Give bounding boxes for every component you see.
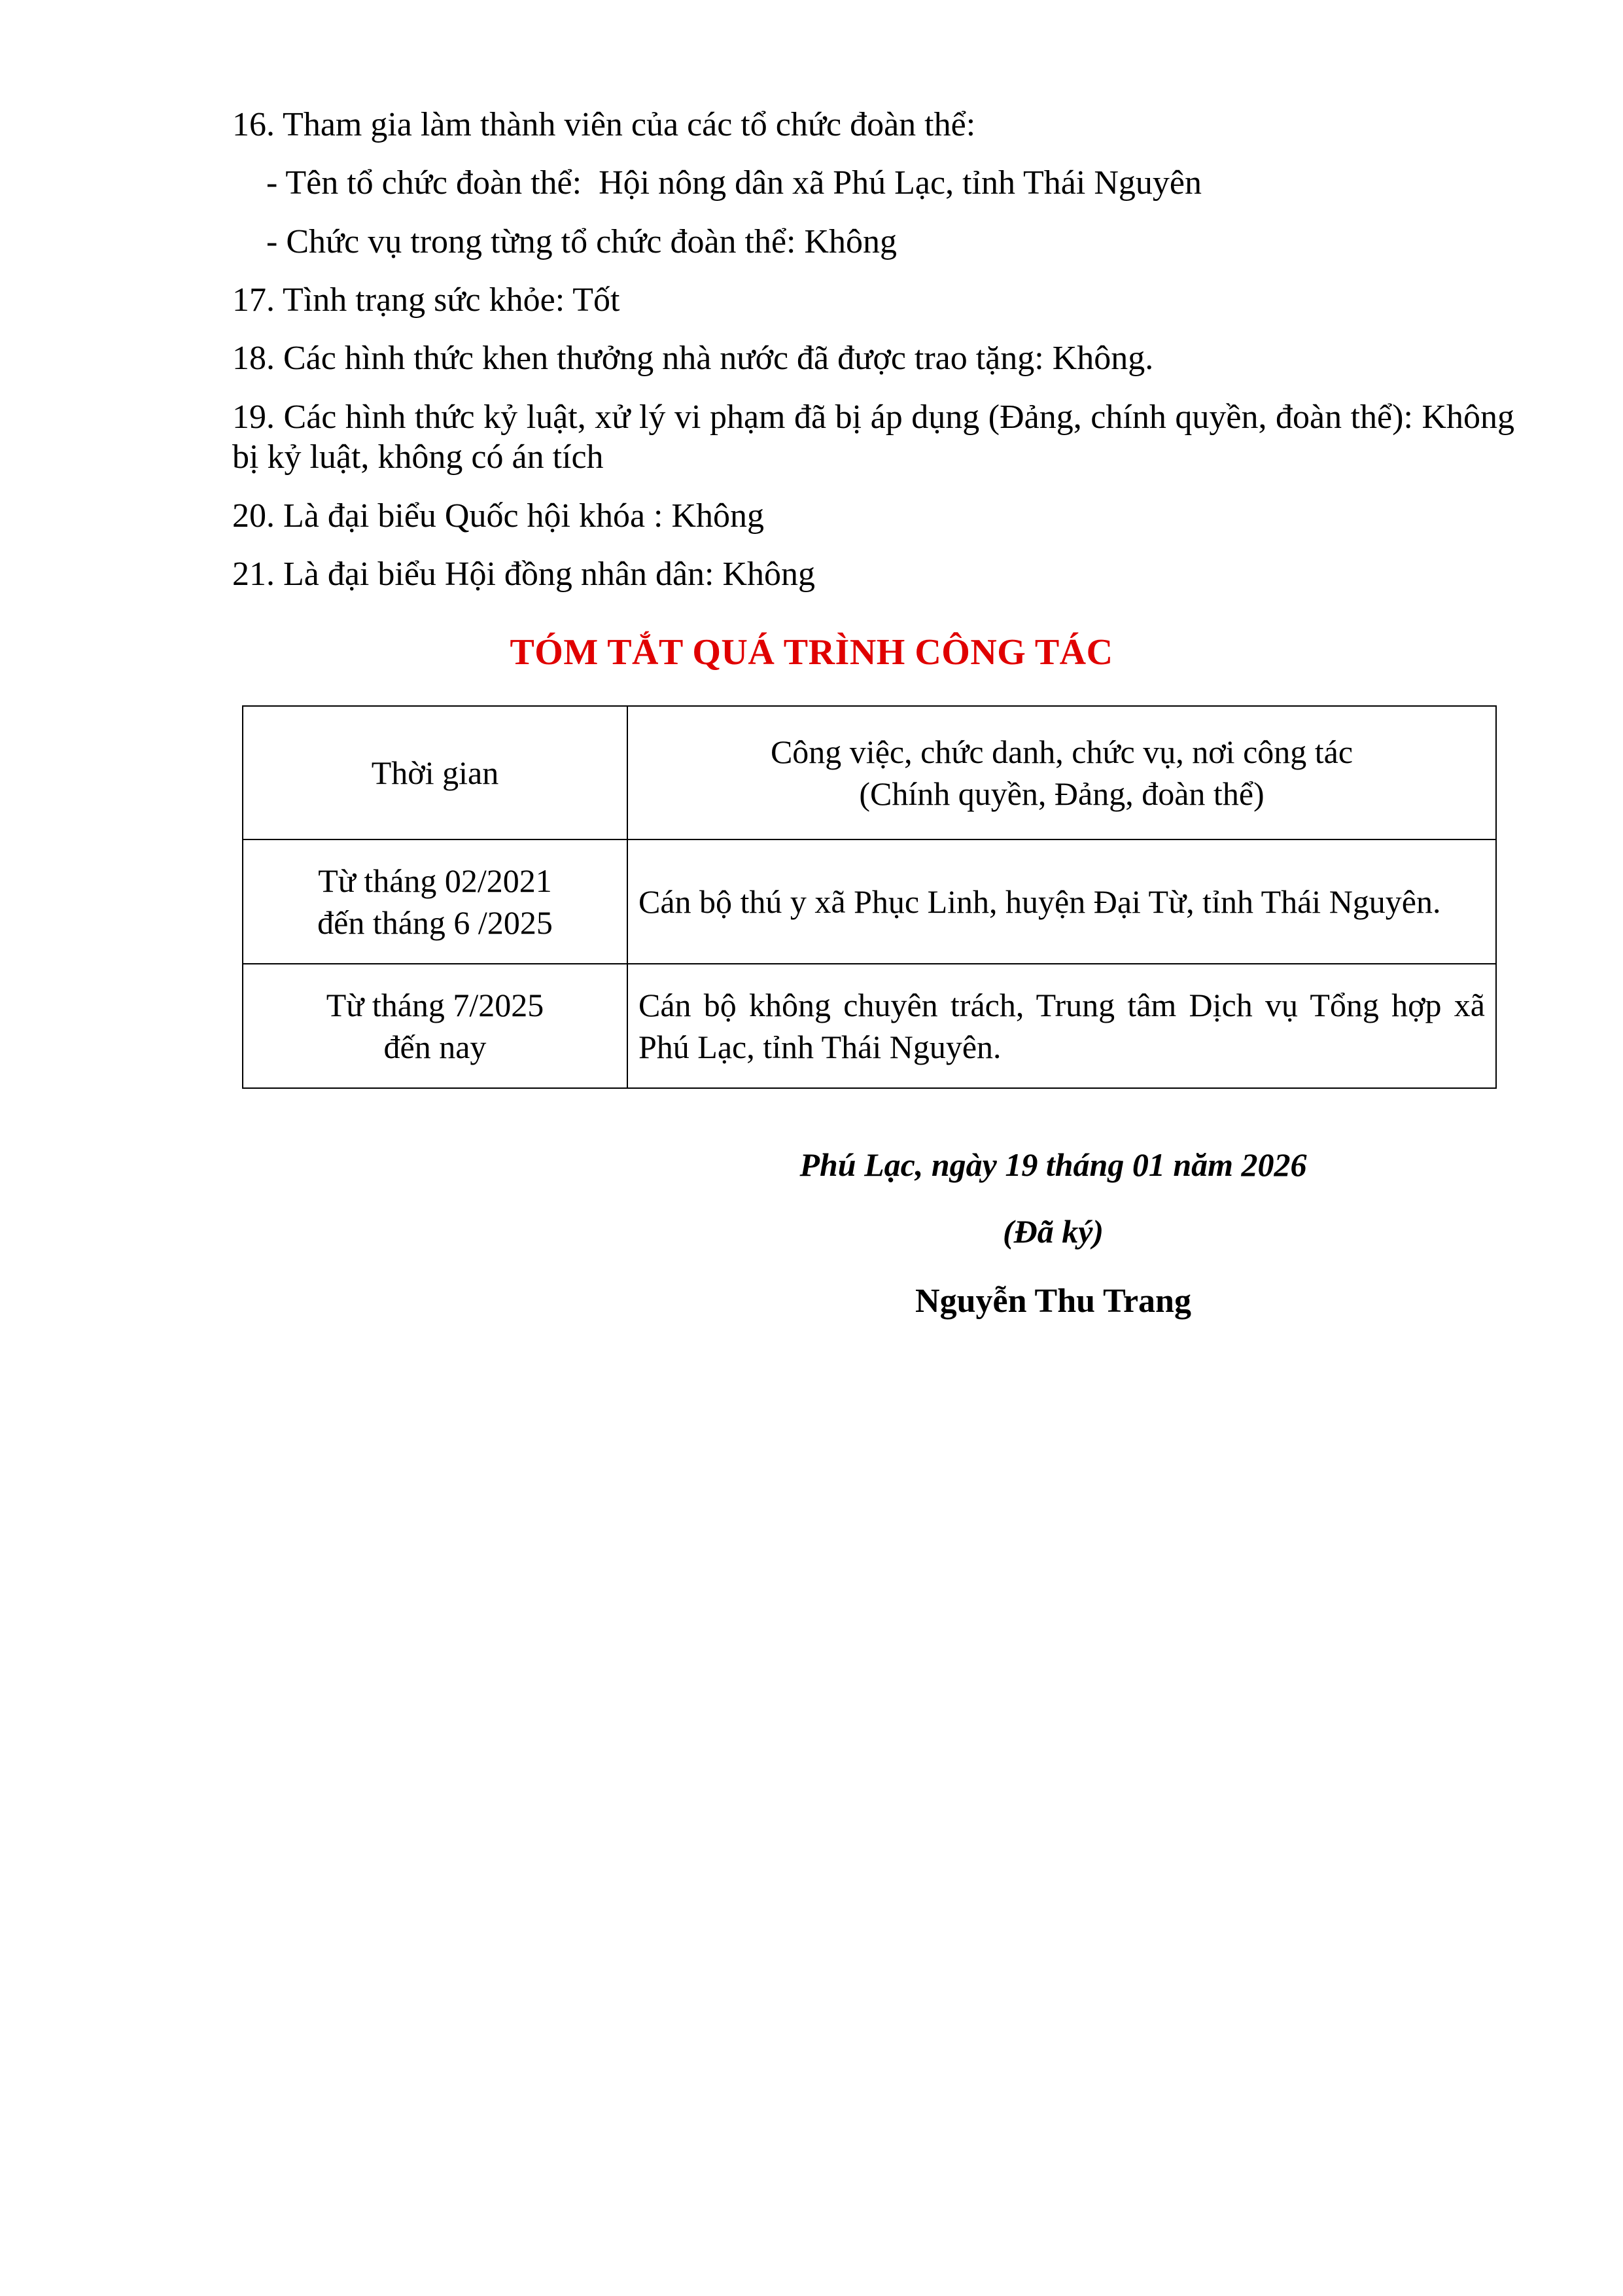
item-18: 18. Các hình thức khen thưởng nhà nước đã được trao tặng: Không.	[232, 340, 1154, 378]
header-work-line-1: Công việc, chức danh, chức vụ, nơi công tác	[770, 733, 1353, 770]
table-header-row	[243, 706, 1496, 839]
header-cell-work	[627, 706, 1496, 839]
item-16-sub-organization-name: - Tên tổ chức đoàn thể: Hội nông dân xã Phú Lạc, tỉnh Thái Nguyên	[266, 164, 1202, 202]
signature-signed-note: (Đã ký)	[1002, 1213, 1104, 1250]
item-19: 19. Các hình thức kỷ luật, xử lý vi phạm đã bị áp dụng (Đảng, chính quyền, đoàn thể): Không bị kỷ luật, không có án tích	[232, 398, 1523, 476]
cell-work-description: Cán bộ không chuyên trách, Trung tâm Dịch vụ Tổng hợp xã Phú Lạc, tỉnh Thái Nguyên.	[627, 964, 1496, 1088]
signature-place-date: Phú Lạc, ngày 19 tháng 01 năm 2026	[799, 1146, 1307, 1183]
signature-name: Nguyễn Thu Trang	[915, 1282, 1191, 1320]
section-title-career-summary: TÓM TẮT QUÁ TRÌNH CÔNG TÁC	[510, 632, 1113, 673]
time-line-1: Từ tháng 7/2025	[326, 987, 544, 1023]
table-row	[243, 964, 1496, 1088]
time-line-1: Từ tháng 02/2021	[318, 862, 552, 899]
header-work-line-2: (Chính quyền, Đảng, đoàn thể)	[859, 775, 1265, 812]
item-16: 16. Tham gia làm thành viên của các tổ chức đoàn thể:	[232, 106, 976, 143]
time-line-2: đến tháng 6 /2025	[317, 904, 553, 941]
item-16-sub-organization-position: - Chức vụ trong từng tổ chức đoàn thể: Không	[266, 222, 898, 260]
signature-block	[772, 1145, 1335, 1322]
career-summary-table	[242, 705, 1497, 1089]
item-21: 21. Là đại biểu Hội đồng nhân dân: Không	[232, 555, 816, 593]
item-20: 20. Là đại biểu Quốc hội khóa : Không	[232, 497, 765, 535]
time-line-2: đến nay	[383, 1029, 487, 1065]
declaration-items	[232, 105, 1523, 612]
cell-time-period	[243, 964, 627, 1088]
item-17: 17. Tình trạng sức khỏe: Tốt	[232, 281, 620, 319]
table-row	[243, 839, 1496, 964]
header-cell-time: Thời gian	[243, 706, 627, 839]
cell-time-period	[243, 839, 627, 964]
cell-work-description: Cán bộ thú y xã Phục Linh, huyện Đại Từ, tỉnh Thái Nguyên.	[627, 839, 1496, 964]
